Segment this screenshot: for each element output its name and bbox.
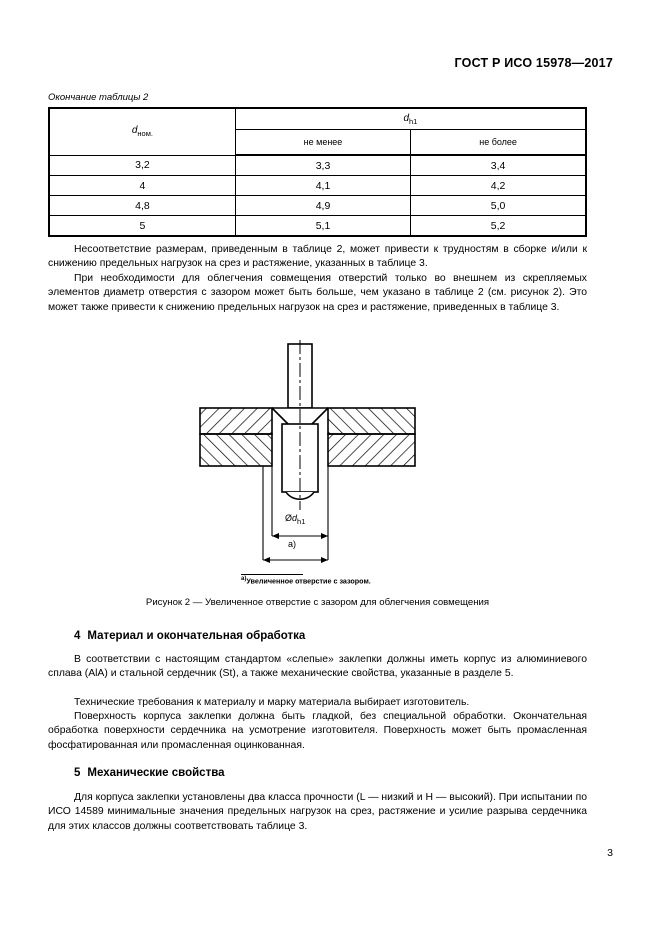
table-cell-min: 4,9 <box>235 196 410 216</box>
table-cell-max: 5,2 <box>411 216 586 237</box>
table-header-nominal-diameter <box>49 108 235 155</box>
table-cell-min: 4,1 <box>235 176 410 196</box>
table-header-hole-symbol: d <box>403 112 410 124</box>
figure-caption: Рисунок 2 — Увеличенное отверстие с зазором для облегчения совмещения <box>145 597 490 608</box>
table-header-hole-diameter-group <box>235 108 586 130</box>
section-4-paragraph-2: Технические требования к материалу и марку материала выбирает изготовитель. <box>74 697 470 708</box>
plate-lower-right <box>328 434 415 466</box>
table-caption: Окончание таблицы 2 <box>48 92 149 103</box>
footnote-divider <box>241 574 303 575</box>
plate-lower-left <box>200 434 272 466</box>
section-4-heading <box>74 630 305 642</box>
page-number: 3 <box>607 847 613 859</box>
section-5-title: Механические свойства <box>87 767 225 779</box>
dimension-line-hole-diameter <box>272 533 328 539</box>
table-cell-nominal: 4 <box>49 176 235 196</box>
table-cell-min: 3,3 <box>235 155 410 176</box>
section-4-title: Материал и окончательная обработка <box>87 630 306 642</box>
table-cell-nominal: 5 <box>49 216 235 237</box>
section-4-paragraph-3: Поверхность корпуса заклепки должна быть гладкой, без специальной обработки. Окончательная обработка поверхности сердечника на усмотрение изготовителя. Поверхность может быть промасленная фосфатированная или промасленная оцинкованная. <box>48 711 587 751</box>
paragraph-mismatch-warning: Несоответствие размерам, приведенным в таблице 2, может привести к трудностям в сборке и/или к снижению предельных нагрузок на срез и растяжение, указанных в таблице 3. <box>48 244 587 270</box>
table-cell-max: 5,0 <box>411 196 586 216</box>
dimension-label-variant: a) <box>288 539 297 549</box>
specification-table <box>48 107 587 237</box>
table-subheader-min: не менее <box>235 130 410 156</box>
table-row <box>49 216 586 237</box>
plate-upper-left <box>200 408 272 434</box>
table-cell-nominal: 4,8 <box>49 196 235 216</box>
footnote-text: Увеличенное отверстие с зазором. <box>246 576 371 586</box>
section-4-paragraph-1: В соответствии с настоящим стандартом «слепые» заклепки должны иметь корпус из алюминиевого сплава (AlA) и стальной сердечник (St), а также механические свойства, указанные в разделе 5. <box>48 654 587 680</box>
plate-upper-right <box>328 408 415 434</box>
table-header-hole-subscript: h1 <box>409 116 418 126</box>
table-row <box>49 176 586 196</box>
section-5-paragraph-1: Для корпуса заклепки установлены два класса прочности (L — низкий и H — высокий). При испытании по ИСО 14589 минимальные значения предельных нагрузок на срез, растяжение и усилие разрыва сердечника для этих классов должны соответствовать таблице 3. <box>48 792 587 832</box>
figure-footnote <box>241 576 371 585</box>
diameter-symbol-icon: Ø <box>285 513 293 523</box>
paragraph-clearance-hole: При необходимости для облегчения совмещения отверстий только во внешнем из скрепляемых элементов диаметр отверстия с зазором может быть больше, чем указано в таблице 2 (см. рисунок 2). Это может также привести к снижению предельных нагрузок на срез и растяжение, приведенных в таблице 3. <box>48 273 587 313</box>
footnote-marker: a) <box>241 576 247 582</box>
table-header-nominal-symbol: d <box>131 125 138 137</box>
table-header-nominal-subscript: ном. <box>137 129 153 139</box>
dimension-symbol: d <box>292 513 298 523</box>
table-cell-max: 4,2 <box>411 176 586 196</box>
section-5-heading <box>74 767 225 779</box>
rivet-drawing-svg <box>185 340 475 585</box>
section-5-number: 5 <box>74 767 81 779</box>
rivet-cross-section-figure <box>185 340 475 585</box>
dimension-line-variant-a <box>263 557 328 563</box>
table-cell-nominal: 3,2 <box>49 155 235 176</box>
section-4-number: 4 <box>74 630 81 642</box>
dimension-subscript: h1 <box>297 516 306 526</box>
table-row <box>49 196 586 216</box>
document-standard-header: ГОСТ Р ИСО 15978—2017 <box>454 56 613 70</box>
table-cell-min: 5,1 <box>235 216 410 237</box>
dimension-label-hole-diameter <box>285 513 305 526</box>
table-row <box>49 155 586 176</box>
table-cell-max: 3,4 <box>411 155 586 176</box>
table-subheader-max: не более <box>411 130 586 156</box>
